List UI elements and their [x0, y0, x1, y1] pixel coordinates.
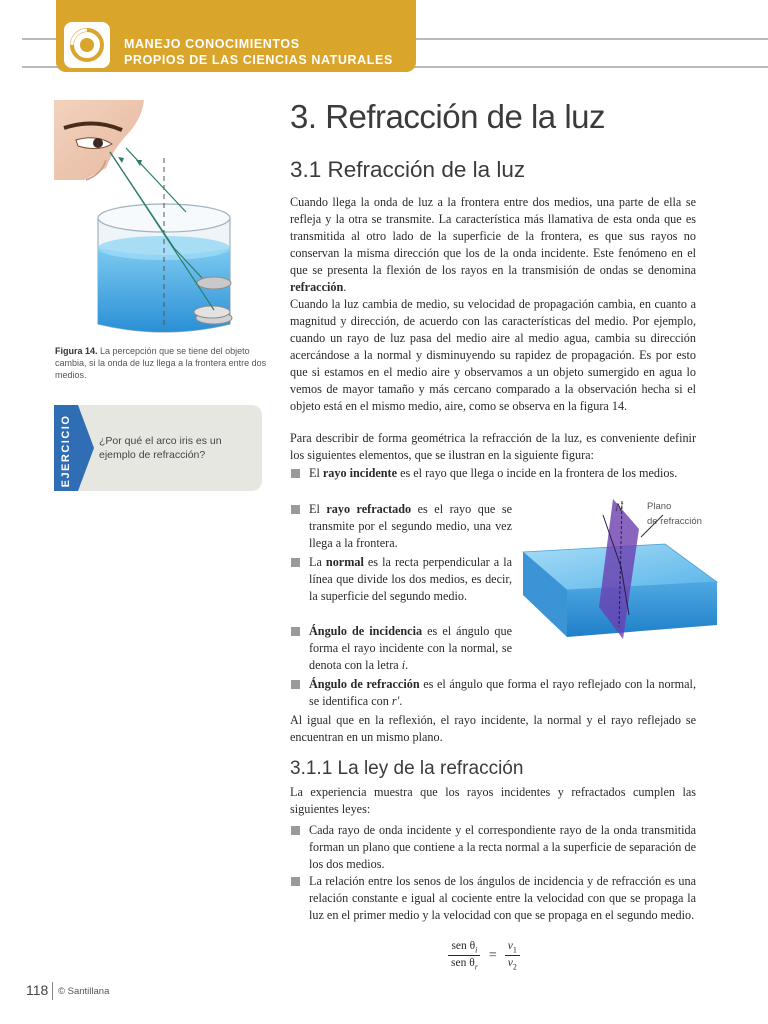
bullet-item — [309, 623, 512, 674]
bullet-item — [309, 501, 512, 552]
bullet-item — [309, 554, 512, 605]
bullet-symbol: i — [401, 658, 406, 672]
header-line-2: PROPIOS DE LAS CIENCIAS NATURALES — [124, 53, 393, 67]
paragraph-5: La experiencia muestra que los rayos incidentes y refractados cumplen las siguientes leyes: — [290, 785, 696, 816]
bullet-end: . — [399, 694, 403, 708]
formula-sub-r: r — [474, 962, 478, 972]
target-icon — [64, 22, 110, 68]
paragraph-3: Para describir de forma geométrica la refracción de la luz, es conveniente definir los siguientes elementos, que se ilustran en la siguiente figura: — [290, 431, 696, 462]
publisher: © Santillana — [58, 986, 110, 997]
bullet-item — [309, 465, 696, 482]
figure-caption-text: La percepción que se tiene del objeto cambia, si la onda de luz llega a la frontera entre dos medios. — [55, 346, 267, 380]
page-number: 118 — [26, 982, 49, 998]
formula-equals: = — [488, 947, 497, 963]
footer-divider — [52, 982, 53, 1000]
formula-v2: v — [507, 957, 513, 970]
bullet-text: es la recta perpendicular a la línea que divide los dos medios, es decir, la superficie del segundo medio. — [309, 555, 512, 603]
bullet-term: Ángulo de incidencia — [309, 624, 423, 638]
formula-numerator: sen θ — [451, 940, 476, 952]
subsection-title: 3.1.1 La ley de la refracción — [290, 758, 524, 779]
paragraph-1-text: Cuando llega la onda de luz a la frontera entre dos medios, una parte de ella se refleja y la otra se transmite. La característica más llamativa de esta onda que es transmitida al otro lado de la superficie de la frontera, es que sus rayos no conservan la misma dirección que los de la onda incidente. Este fenómeno en el que se presenta la flexión de los rayos en la transmisión de ondas se denomina — [290, 195, 696, 277]
formula-denominator: sen θ — [451, 957, 475, 970]
paragraph-1 — [290, 194, 696, 296]
formula-sub-2: 2 — [512, 962, 517, 972]
formula-sub-i: i — [475, 945, 478, 955]
bullet-pre: El — [309, 502, 327, 516]
section-title: 3.1 Refracción de la luz — [290, 157, 526, 182]
formula-v1: v — [507, 940, 513, 952]
figure-label: Figura 14. — [55, 346, 98, 356]
bullet-text: es el rayo que llega o incide en la frontera de los medios. — [397, 466, 678, 480]
law-item: La relación entre los senos de los ángulos de incidencia y de refracción es una relación constante e igual al cociente entre la velocidad con que se propaga la luz en el primer medio y la velocidad con que se propaga en el segundo medio. — [309, 874, 696, 922]
bullet-end: . — [405, 658, 409, 672]
plane-label-line-1: Plano — [647, 501, 672, 512]
section-logo — [64, 22, 110, 68]
exercise-question: ¿Por qué el arco iris es un ejemplo de refracción? — [99, 435, 222, 461]
header-line-1: MANEJO CONOCIMIENTOS — [124, 37, 300, 51]
law-item: Cada rayo de onda incidente y el correspondiente rayo de la onda transmitida forman un plano que contiene a la recta normal a la superficie de separación de los dos medios. — [309, 823, 696, 871]
exercise-label: EJERCICIO — [60, 414, 72, 488]
paragraph-2: Cuando la luz cambia de medio, su velocidad de propagación cambia, en cuanto a magnitud y dirección, de acuerdo con las características del medio. Por ejemplo, cuando un rayo de luz pasa del medio aire al medio agua, cambia su dirección acercándose a la normal y disminuyendo su rapidez de propagación. Es por esto que si estamos en el medio aire y observamos a un objeto sumergido en agua lo vemos de mayor tamaño y más cercano comparado a la observación hecha si el objeto está en el mismo medio, aire, como se observa en la figura 14. — [290, 297, 696, 413]
bullet-pre: La — [309, 555, 326, 569]
snell-formula — [448, 940, 520, 972]
formula-sub-1: 1 — [512, 945, 517, 955]
paragraph-1-bold: refracción — [290, 280, 344, 294]
section-header-text — [124, 36, 393, 68]
eye-drawing — [54, 100, 144, 180]
bullet-term: Ángulo de refracción — [309, 677, 420, 691]
bullet-term: rayo incidente — [322, 466, 398, 480]
formula-left-fraction — [448, 940, 481, 972]
normal-label: N — [615, 500, 624, 514]
formula-right-fraction — [505, 940, 520, 972]
bullet-text: es el ángulo que forma el rayo incidente con la normal, se denota con la letra — [309, 624, 513, 672]
paragraph-1-end: . — [343, 280, 347, 294]
bullet-text: es el ángulo que forma el rayo reflejado con la normal, se identifica con — [309, 677, 696, 708]
bullet-text: es el rayo que se transmite por el segundo medio, una vez llega a la frontera. — [309, 502, 512, 550]
bullet-symbol: r' — [391, 694, 400, 708]
figure-14-illustration — [54, 100, 269, 340]
bullet-term: rayo refractado — [326, 502, 412, 516]
paragraph-4: Al igual que en la reflexión, el rayo incidente, la normal y el rayo reflejado se encuentran en un mismo plano. — [290, 713, 696, 744]
bullet-term: normal — [325, 555, 364, 569]
bullet-item — [309, 676, 696, 710]
plane-label — [647, 499, 702, 529]
chapter-title: 3. Refracción de la luz — [290, 98, 606, 135]
bullet-pre: El — [309, 466, 323, 480]
water-glass — [98, 204, 232, 332]
figure-14-caption — [55, 345, 270, 381]
plane-label-line-2: de refracción — [647, 516, 702, 527]
